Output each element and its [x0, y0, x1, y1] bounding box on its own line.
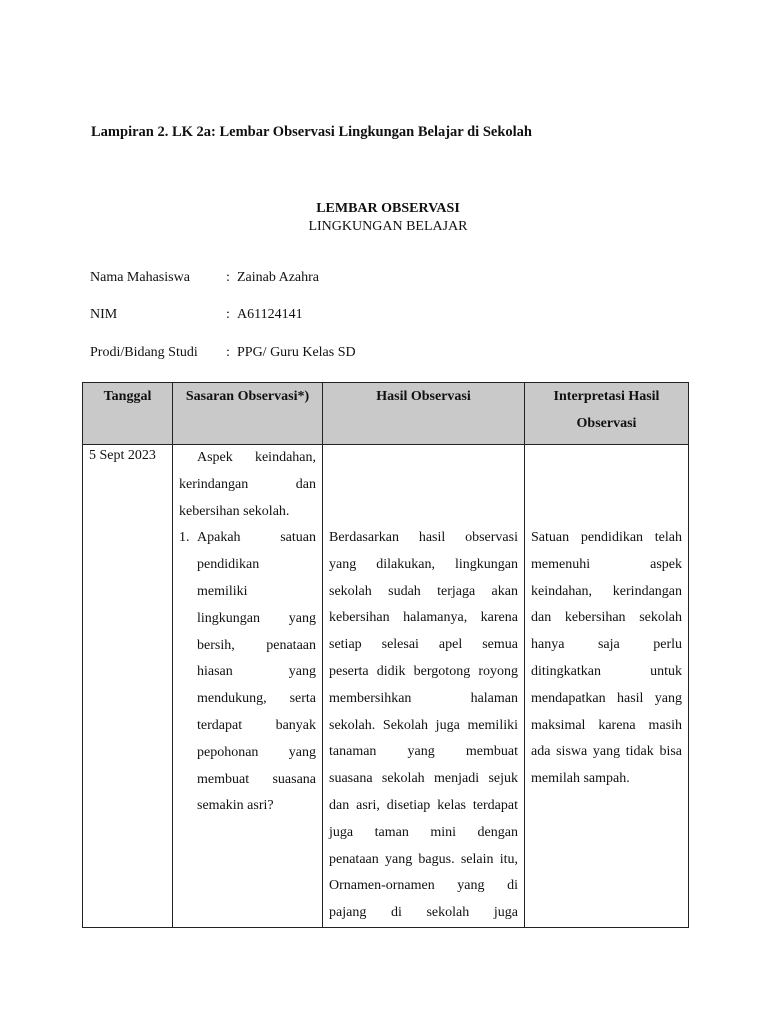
text-line: hiasan yang: [197, 664, 316, 680]
text-line: terdapat banyak: [197, 717, 316, 733]
header-date: Tanggal: [83, 383, 173, 445]
sheet-subheading: LINGKUNGAN BELAJAR: [308, 219, 468, 234]
cell-date: 5 Sept 2023: [83, 445, 173, 928]
question-item: [179, 525, 316, 820]
text-line: lingkungan yang: [197, 610, 316, 626]
info-value: PPG/ Guru Kelas SD: [237, 345, 356, 360]
text-line: membersihkan halaman: [329, 690, 518, 706]
info-label: NIM: [90, 307, 118, 322]
text-line: semakin asri?: [197, 798, 274, 814]
text-line: pajang di sekolah juga: [329, 905, 518, 921]
table-row: [83, 445, 689, 928]
text-line: setiap selesai apel semua: [329, 637, 518, 653]
header-result: Hasil Observasi: [323, 383, 525, 445]
text-line: Satuan pendidikan telah: [531, 530, 682, 545]
info-colon: :: [226, 345, 230, 360]
text-line: suasana sekolah menjadi sejuk: [329, 771, 518, 787]
table-header-row: [83, 383, 689, 445]
result-text: [329, 525, 518, 927]
cell-target: [173, 445, 323, 928]
text-line: memilah sampah.: [531, 771, 630, 787]
cell-result: [323, 445, 525, 928]
text-line: ada siswa yang tidak bisa: [531, 744, 682, 760]
text-line: Ornamen-ornamen yang di: [329, 878, 518, 894]
text-line: peserta didik bergotong royong: [329, 663, 518, 679]
text-line: bersih, penataan: [197, 637, 316, 653]
info-label: Prodi/Bidang Studi: [90, 345, 198, 360]
text-line: dan asri, disetiap kelas terdapat: [329, 797, 518, 813]
question-text: [197, 525, 316, 820]
text-line: sekolah sudah terjaga akan: [329, 583, 518, 599]
text-line: memiliki: [197, 583, 248, 599]
question-number: 1.: [179, 530, 190, 546]
text-line: dan kebersihan sekolah: [531, 610, 682, 626]
text-line: memenuhi aspek: [531, 556, 682, 572]
text-line: tanaman yang membuat: [329, 744, 518, 760]
text-line: keindahan, kerindangan: [531, 583, 682, 599]
text-line: kerindangan dan: [179, 476, 316, 492]
text-line: pendidikan: [197, 557, 260, 573]
cell-spacer: [531, 445, 682, 525]
observation-table: [82, 382, 689, 928]
header-interpretation-line: Observasi: [576, 416, 637, 431]
cell-interpretation: [525, 445, 689, 928]
info-colon: :: [226, 270, 230, 285]
text-line: membuat suasana: [197, 771, 316, 787]
text-line: Apakah satuan: [197, 530, 316, 546]
sheet-heading: LEMBAR OBSERVASI: [316, 201, 460, 216]
text-line: kebersihan halamanya, karena: [329, 610, 518, 626]
text-line: Berdasarkan hasil observasi: [329, 530, 518, 545]
document-title: Lampiran 2. LK 2a: Lembar Observasi Lingkungan Belajar di Sekolah: [91, 124, 532, 140]
text-line: yang dilakukan, lingkungan: [329, 556, 518, 572]
header-target: Sasaran Observasi*): [173, 383, 323, 445]
info-value: Zainab Azahra: [237, 270, 320, 285]
text-line: mendapatkan hasil yang: [531, 690, 682, 706]
text-line: hanya saja perlu: [531, 637, 682, 653]
info-value: A61124141: [237, 307, 303, 322]
text-line: ditingkatkan untuk: [531, 663, 682, 679]
info-label: Nama Mahasiswa: [90, 270, 190, 285]
interpretation-text: [531, 525, 682, 793]
text-line: mendukung, serta: [197, 691, 316, 707]
header-interpretation-line: Interpretasi Hasil: [553, 389, 660, 404]
text-line: kebersihan sekolah.: [179, 503, 290, 519]
text-line: penataan yang bagus. selain itu,: [329, 851, 518, 867]
text-line: maksimal karena masih: [531, 717, 682, 733]
text-line: sekolah. Sekolah juga memiliki: [329, 717, 518, 733]
header-interpretation: [525, 383, 689, 445]
text-line: Aspek keindahan,: [197, 450, 316, 465]
cell-spacer: [329, 445, 518, 525]
aspect-text: [179, 445, 316, 525]
text-line: juga taman mini dengan: [329, 824, 518, 840]
text-line: pepohonan yang: [197, 744, 316, 760]
info-colon: :: [226, 307, 230, 322]
